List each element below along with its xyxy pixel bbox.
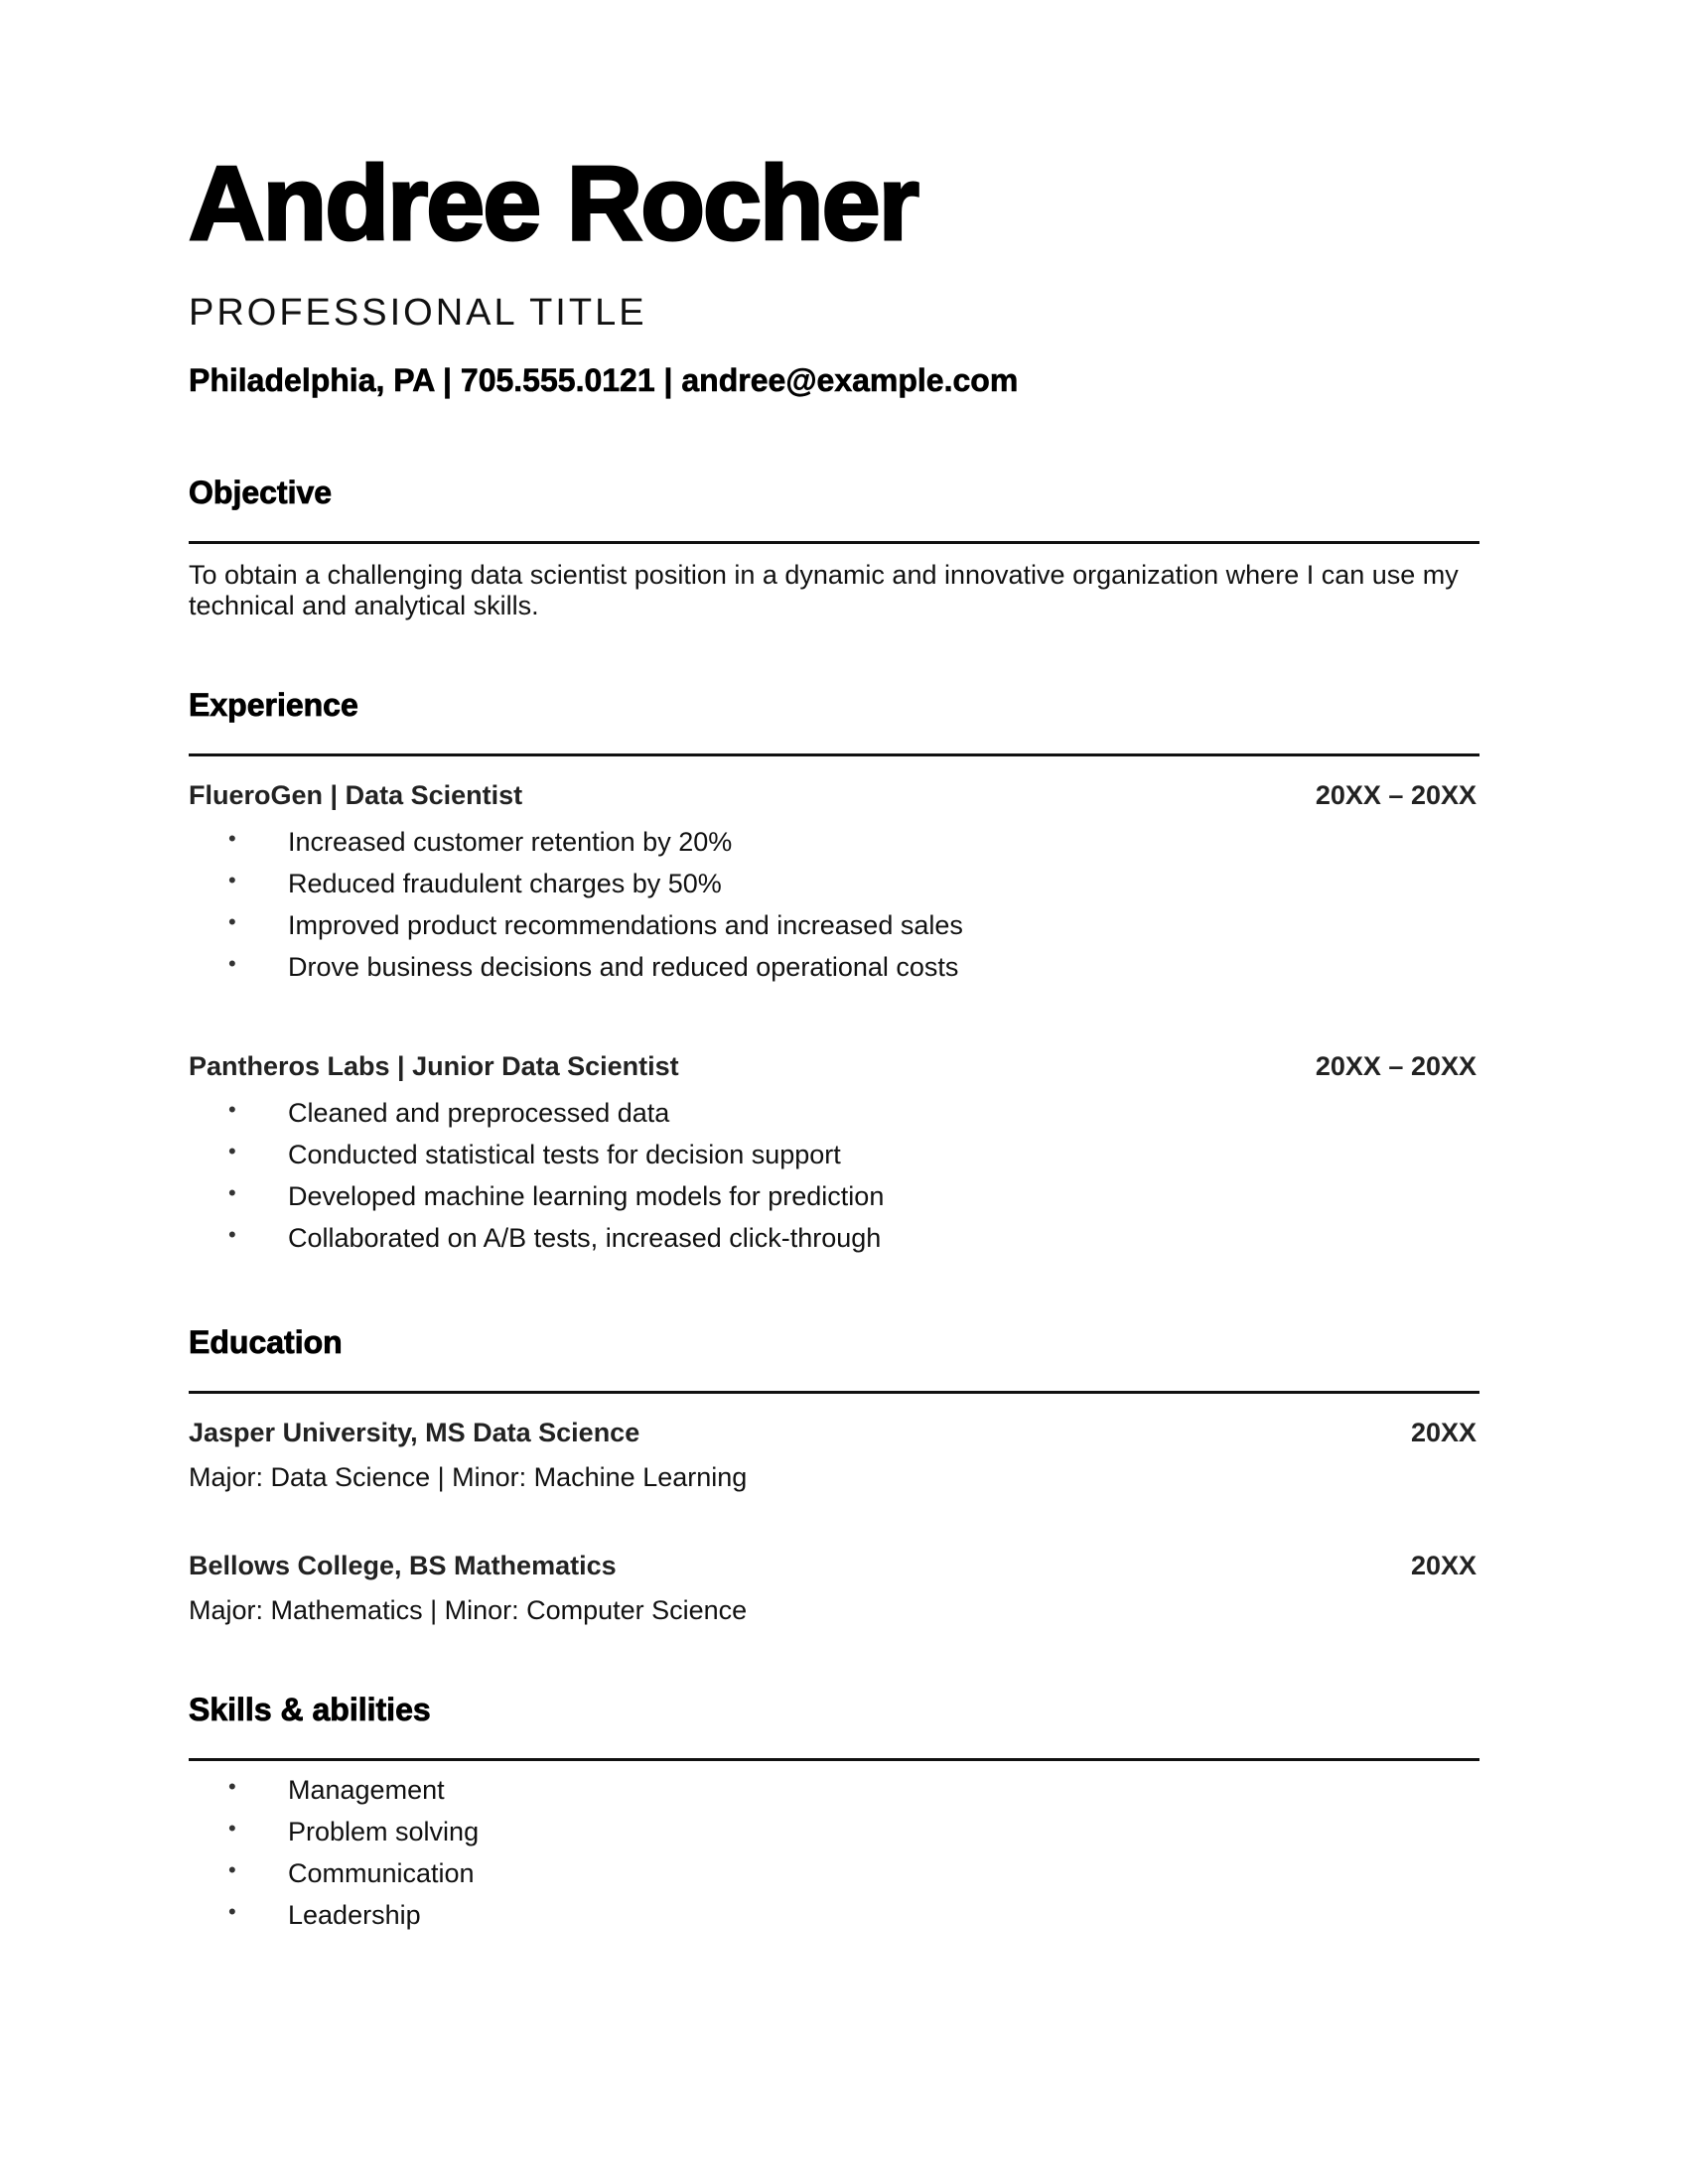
graduation-year: 20XX (1410, 1418, 1477, 1447)
candidate-name: Andree Rocher (189, 145, 917, 262)
bullet-icon: • (228, 1774, 236, 1799)
bullet-icon: • (228, 1899, 236, 1924)
list-item (189, 821, 1479, 863)
list-item (189, 1134, 1479, 1175)
education-entry (189, 1551, 1479, 1626)
skills-list (189, 1769, 1479, 1936)
education-header (189, 1551, 1479, 1581)
experience-section (189, 687, 1479, 1259)
experience-heading: Experience (189, 687, 1479, 756)
list-item (189, 1092, 1479, 1134)
list-item (189, 946, 1479, 988)
job-dates: 20XX – 20XX (1315, 1051, 1477, 1081)
objective-heading: Objective (189, 475, 1479, 544)
bullet-icon: • (228, 951, 236, 976)
skills-heading: Skills & abilities (189, 1692, 1479, 1761)
major-minor: Major: Mathematics | Minor: Computer Science (189, 1595, 748, 1625)
skill-text: Leadership (288, 1900, 421, 1930)
education-heading: Education (189, 1324, 1479, 1394)
skill-text: Problem solving (288, 1817, 480, 1846)
job-bullets (189, 821, 1479, 988)
education-entry (189, 1418, 1479, 1493)
bullet-text: Improved product recommendations and increased sales (288, 910, 963, 940)
bullet-text: Reduced fraudulent charges by 50% (288, 869, 722, 898)
education-section (189, 1324, 1479, 1626)
job-role: FlueroGen | Data Scientist (189, 780, 523, 810)
bullet-icon: • (228, 1180, 236, 1205)
list-item (189, 1175, 1479, 1217)
skills-section (189, 1692, 1479, 1936)
list-item (189, 1852, 1479, 1894)
bullet-icon: • (228, 868, 236, 892)
professional-title: PROFESSIONAL TITLE (189, 292, 647, 334)
bullet-icon: • (228, 826, 236, 851)
bullet-text: Increased customer retention by 20% (288, 827, 733, 857)
bullet-text: Drove business decisions and reduced operational costs (288, 952, 959, 982)
list-item (189, 1769, 1479, 1811)
contact-line: Philadelphia, PA | 705.555.0121 | andree@example.com (189, 362, 1019, 398)
bullet-text: Conducted statistical tests for decision support (288, 1140, 841, 1169)
job-entry (189, 780, 1479, 988)
education-header (189, 1418, 1479, 1448)
list-item (189, 1811, 1479, 1852)
bullet-text: Developed machine learning models for prediction (288, 1181, 885, 1211)
job-bullets (189, 1092, 1479, 1259)
bullet-icon: • (228, 1139, 236, 1163)
list-item (189, 1894, 1479, 1936)
job-header (189, 1051, 1479, 1082)
objective-text: To obtain a challenging data scientist position in a dynamic and innovative organization where I can use my technical and analytical skills. (189, 560, 1459, 620)
bullet-icon: • (228, 1097, 236, 1122)
job-header (189, 780, 1479, 811)
skill-text: Communication (288, 1858, 475, 1888)
skill-text: Management (288, 1775, 445, 1805)
school-degree: Jasper University, MS Data Science (189, 1418, 640, 1447)
bullet-icon: • (228, 1816, 236, 1841)
job-dates: 20XX – 20XX (1315, 780, 1477, 810)
bullet-icon: • (228, 909, 236, 934)
resume-page (189, 139, 1479, 1936)
bullet-icon: • (228, 1222, 236, 1247)
job-entry (189, 1051, 1479, 1259)
major-minor: Major: Data Science | Minor: Machine Learning (189, 1462, 748, 1492)
graduation-year: 20XX (1410, 1551, 1477, 1580)
list-item (189, 863, 1479, 904)
list-item (189, 904, 1479, 946)
job-role: Pantheros Labs | Junior Data Scientist (189, 1051, 679, 1081)
list-item (189, 1217, 1479, 1259)
objective-section (189, 475, 1479, 621)
bullet-icon: • (228, 1857, 236, 1882)
bullet-text: Cleaned and preprocessed data (288, 1098, 670, 1128)
bullet-text: Collaborated on A/B tests, increased click-through (288, 1223, 882, 1253)
school-degree: Bellows College, BS Mathematics (189, 1551, 617, 1580)
